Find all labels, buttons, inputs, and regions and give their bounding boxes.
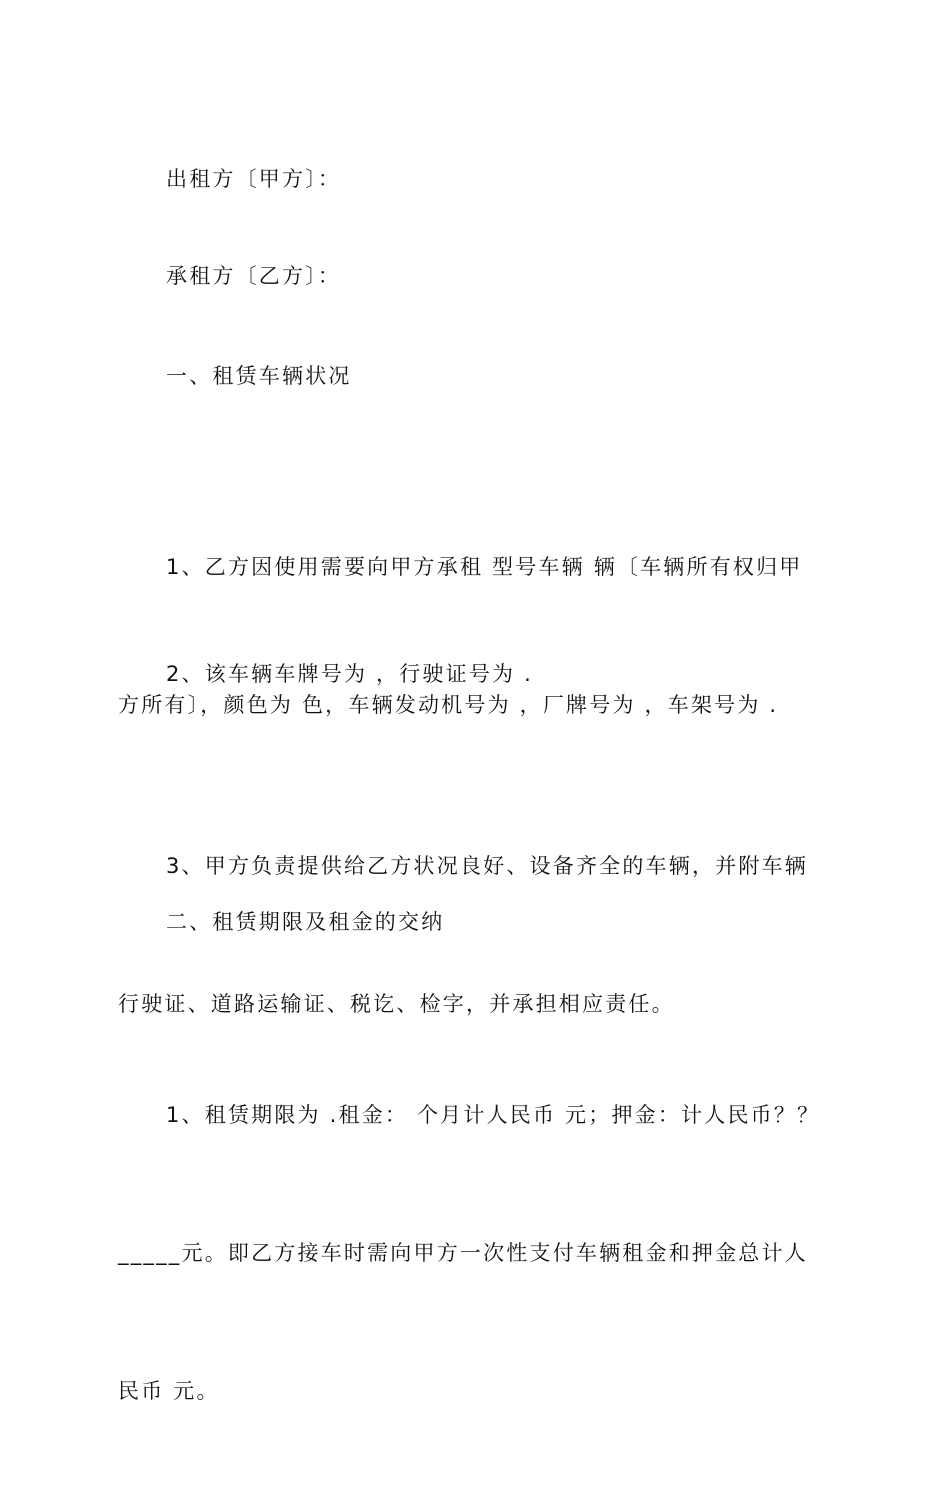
section-1-item-3-line-1: 3、甲方负责提供给乙方状况良好、设备齐全的车辆，并附车辆 [166, 854, 808, 878]
lessee-line: 承租方〔乙方〕： [166, 264, 342, 288]
section-1-item-1-line-2: 方所有〕，颜色为 色，车辆发动机号为 ，厂牌号为 ，车架号为 . [118, 693, 779, 717]
lessor-line: 出租方〔甲方〕： [166, 167, 342, 191]
section-2-item-1-line-3: 民币 元。 [118, 1379, 220, 1403]
section-2-item-1-line-2: _____元。即乙方接车时需向甲方一次性支付车辆租金和押金总计人 [118, 1241, 808, 1265]
section-2-item-1-line-1: 1、租赁期限为 .租金： 个月计人民币 元；押金：计人民币？？ [166, 1103, 821, 1127]
section-2-heading: 二、租赁期限及租金的交纳 [166, 910, 445, 934]
section-1-item-2: 2、该车辆车牌号为 ，行驶证号为 . [166, 662, 533, 686]
section-1-item-3-line-2: 行驶证、道路运输证、税讫、检字，并承担相应责任。 [118, 992, 675, 1016]
section-1-heading: 一、租赁车辆状况 [166, 364, 352, 388]
section-2-item-1 [118, 1000, 838, 1506]
section-1-item-1-line-1: 1、乙方因使用需要向甲方承租 型号车辆 辆〔车辆所有权归甲 [166, 555, 803, 579]
